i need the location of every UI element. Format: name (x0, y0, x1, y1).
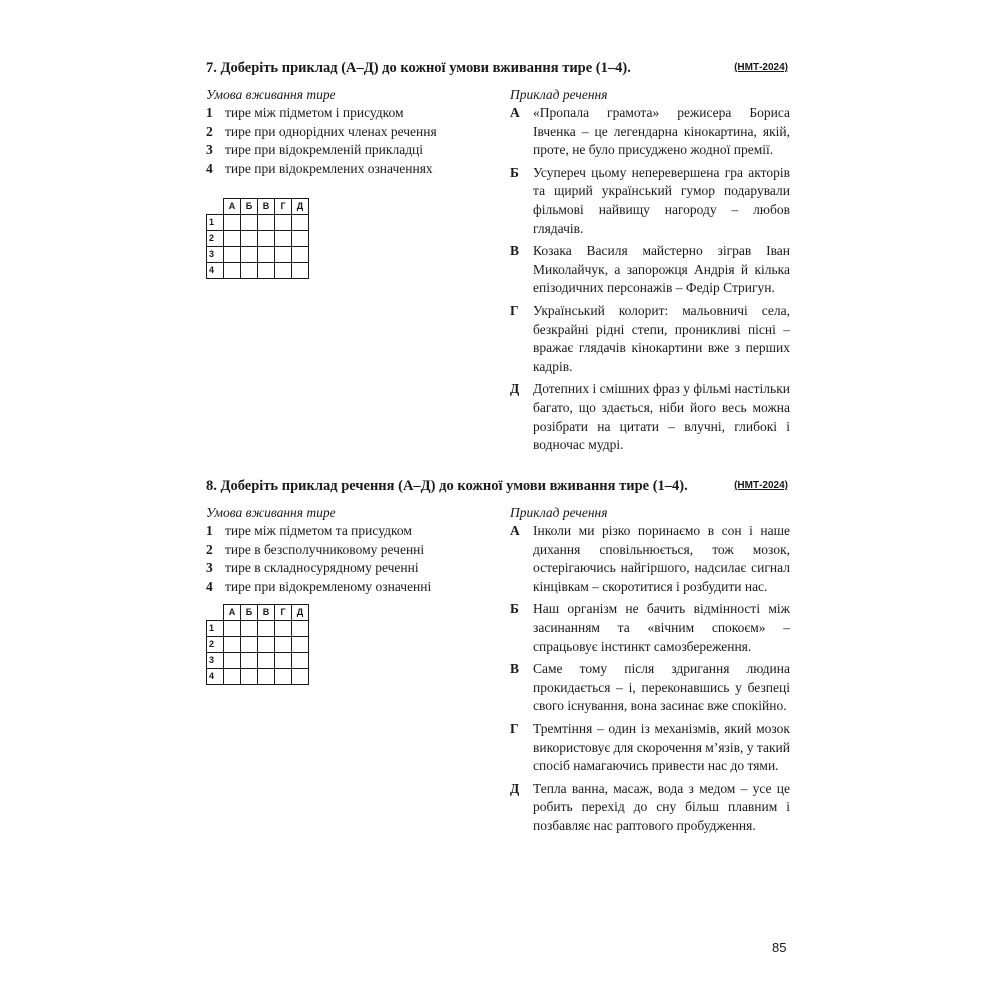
condition-item (206, 578, 496, 597)
example-text: Тепла ванна, масаж, вода з медом – усе це робить перехід до сну більш плавним і позбавляє нас раптового пробудження. (533, 780, 790, 833)
examples-header: Приклад речення (510, 505, 608, 520)
example-text: Козака Василя майстерно зіграв Іван Миколайчук, а запорожця Андрія й кілька епізодичних персонажів – Федір Стригун. (533, 243, 790, 296)
answer-cell[interactable] (224, 231, 241, 247)
task-source: (НМТ-2024) (734, 480, 788, 491)
answer-cell[interactable] (258, 263, 275, 279)
answer-cell[interactable] (224, 215, 241, 231)
answer-cell[interactable] (241, 637, 258, 653)
answer-cell[interactable] (224, 621, 241, 637)
grid-col-header: В (258, 199, 275, 215)
page-number: 85 (772, 940, 787, 955)
answer-cell[interactable] (275, 669, 292, 685)
example-text: «Пропала грамота» режисера Бориса Івченка – це легендарна кінокартина, якій, проте, не було присуджено жодної премії. (533, 105, 790, 158)
grid-col-header: В (258, 605, 275, 621)
answer-cell[interactable] (292, 263, 309, 279)
condition-item (206, 141, 496, 160)
example-item (510, 720, 790, 776)
example-letter: Б (510, 164, 519, 180)
conditions-column (206, 504, 496, 681)
example-item (510, 780, 790, 836)
example-item (510, 164, 790, 238)
grid-corner (207, 199, 224, 215)
grid-col-header: А (224, 199, 241, 215)
answer-grid (206, 198, 309, 279)
conditions-header: Умова вживання тире (206, 87, 336, 102)
answer-cell[interactable] (292, 231, 309, 247)
condition-text: тире при відокремлених означеннях (225, 160, 433, 176)
example-item (510, 380, 790, 454)
grid-col-header: Д (292, 605, 309, 621)
condition-text: тире між підметом і присудком (225, 105, 404, 120)
grid-row-header: 1 (207, 215, 224, 231)
condition-number: 2 (206, 541, 213, 557)
example-item (510, 104, 790, 160)
task-header (206, 60, 788, 82)
answer-cell[interactable] (258, 215, 275, 231)
grid-row-header: 4 (207, 669, 224, 685)
grid-row (207, 215, 309, 231)
grid-row (207, 621, 309, 637)
grid-col-header: Г (275, 199, 292, 215)
example-letter: В (510, 661, 520, 677)
conditions-column (206, 86, 496, 275)
answer-cell[interactable] (241, 247, 258, 263)
answer-cell[interactable] (241, 231, 258, 247)
task-title: 8. Доберіть приклад речення (А–Д) до кожної умови вживання тире (1–4). (206, 478, 688, 494)
example-letter: Г (510, 302, 519, 318)
answer-cell[interactable] (224, 669, 241, 685)
grid-col-header: Г (275, 605, 292, 621)
example-text: Інколи ми різко поринаємо в сон і наше дихання сповільнюється, тож мозок, остерігаючись найгіршого, надсилає сигнал кінцівкам – скоротитися і розбудити нас. (533, 523, 790, 594)
example-item (510, 600, 790, 656)
answer-grid (206, 604, 309, 685)
task-title: 7. Доберіть приклад (А–Д) до кожної умови вживання тире (1–4). (206, 60, 631, 76)
condition-number: 3 (206, 560, 213, 576)
answer-cell[interactable] (241, 653, 258, 669)
grid-header-row (207, 605, 309, 621)
answer-cell[interactable] (275, 231, 292, 247)
example-letter: Г (510, 720, 519, 736)
example-text: Український колорит: мальовничі села, безкрайні рідні степи, проникливі пісні – вражає глядачів кінокартини вже з перших кадрів. (533, 302, 790, 374)
condition-item (206, 160, 496, 179)
grid-row (207, 231, 309, 247)
example-letter: Б (510, 601, 519, 617)
example-item (510, 242, 790, 298)
answer-cell[interactable] (275, 247, 292, 263)
grid-row-header: 1 (207, 621, 224, 637)
condition-text: тире при відокремленій прикладці (225, 142, 424, 158)
grid-row (207, 263, 309, 279)
examples-column (510, 504, 790, 840)
condition-number: 4 (206, 160, 213, 176)
answer-cell[interactable] (258, 621, 275, 637)
example-letter: А (510, 105, 520, 120)
answer-cell[interactable] (275, 621, 292, 637)
condition-text: тире при однорідних членах речення (225, 123, 437, 139)
answer-cell[interactable] (292, 215, 309, 231)
answer-cell[interactable] (224, 653, 241, 669)
grid-row (207, 653, 309, 669)
task-7 (206, 60, 790, 453)
answer-cell[interactable] (275, 215, 292, 231)
example-item (510, 660, 790, 716)
example-text: Усупереч цьому неперевершена гра акторів та щирий український гумор подарували фільмові найвищу нагороду – любов глядачів. (533, 164, 790, 236)
answer-cell[interactable] (292, 637, 309, 653)
example-item (510, 302, 790, 376)
condition-number: 1 (206, 105, 213, 120)
condition-text: тире в складносурядному реченні (225, 560, 419, 576)
answer-cell[interactable] (275, 637, 292, 653)
answer-cell[interactable] (292, 669, 309, 685)
example-letter: А (510, 523, 520, 538)
answer-cell[interactable] (241, 669, 258, 685)
grid-col-header: Б (241, 199, 258, 215)
example-text: Саме тому після здригання людина прокидається – і, переконавшись у безпеці свого існування, вона засинає вже спокійно. (533, 661, 790, 714)
task-source: (НМТ-2024) (734, 62, 788, 73)
example-text: Дотепних і смішних фраз у фільмі настільки багато, що здається, ніби його весь можна розібрати на цитати – влучні, глибокі і водночас мудрі. (533, 381, 790, 453)
answer-cell[interactable] (224, 637, 241, 653)
condition-text: тире при відокремленому означенні (225, 578, 432, 594)
condition-item (206, 104, 496, 123)
condition-item (206, 522, 496, 541)
grid-header-row (207, 199, 309, 215)
grid-row-header: 2 (207, 637, 224, 653)
example-letter: Д (510, 780, 520, 796)
grid-row (207, 669, 309, 685)
condition-number: 2 (206, 123, 213, 139)
grid-col-header: Б (241, 605, 258, 621)
condition-text: тире між підметом та присудком (225, 523, 412, 538)
answer-cell[interactable] (224, 263, 241, 279)
task-header (206, 478, 788, 500)
task-8 (206, 478, 790, 833)
example-text: Тремтіння – один із механізмів, який мозок використовує для скорочення м’язів, у такий спосіб намагаючись привести нас до тями. (533, 720, 790, 774)
condition-item (206, 559, 496, 578)
condition-text: тире в безсполучниковому реченні (225, 541, 425, 557)
example-letter: Д (510, 381, 520, 397)
answer-cell[interactable] (258, 669, 275, 685)
grid-col-header: А (224, 605, 241, 621)
condition-number: 4 (206, 578, 213, 594)
answer-cell[interactable] (241, 621, 258, 637)
answer-cell[interactable] (258, 231, 275, 247)
grid-corner (207, 605, 224, 621)
grid-row-header: 2 (207, 231, 224, 247)
answer-cell[interactable] (224, 247, 241, 263)
answer-cell[interactable] (275, 653, 292, 669)
examples-column (510, 86, 790, 459)
condition-number: 3 (206, 142, 213, 158)
conditions-header: Умова вживання тире (206, 505, 336, 520)
example-item (510, 522, 790, 596)
answer-cell[interactable] (258, 653, 275, 669)
condition-item (206, 123, 496, 142)
answer-cell[interactable] (292, 653, 309, 669)
grid-row-header: 4 (207, 263, 224, 279)
answer-cell[interactable] (292, 621, 309, 637)
condition-item (206, 541, 496, 560)
answer-cell[interactable] (258, 247, 275, 263)
example-text: Наш організм не бачить відмінності між засинанням та «вічним спокоєм» – спрацьовує інстинкт самозбереження. (533, 601, 790, 654)
grid-col-header: Д (292, 199, 309, 215)
condition-number: 1 (206, 523, 213, 538)
grid-row (207, 637, 309, 653)
examples-header: Приклад речення (510, 87, 608, 102)
grid-row (207, 247, 309, 263)
answer-cell[interactable] (258, 637, 275, 653)
answer-cell[interactable] (275, 263, 292, 279)
answer-cell[interactable] (241, 263, 258, 279)
answer-cell[interactable] (241, 215, 258, 231)
grid-row-header: 3 (207, 653, 224, 669)
example-letter: В (510, 243, 520, 259)
grid-row-header: 3 (207, 247, 224, 263)
answer-cell[interactable] (292, 247, 309, 263)
